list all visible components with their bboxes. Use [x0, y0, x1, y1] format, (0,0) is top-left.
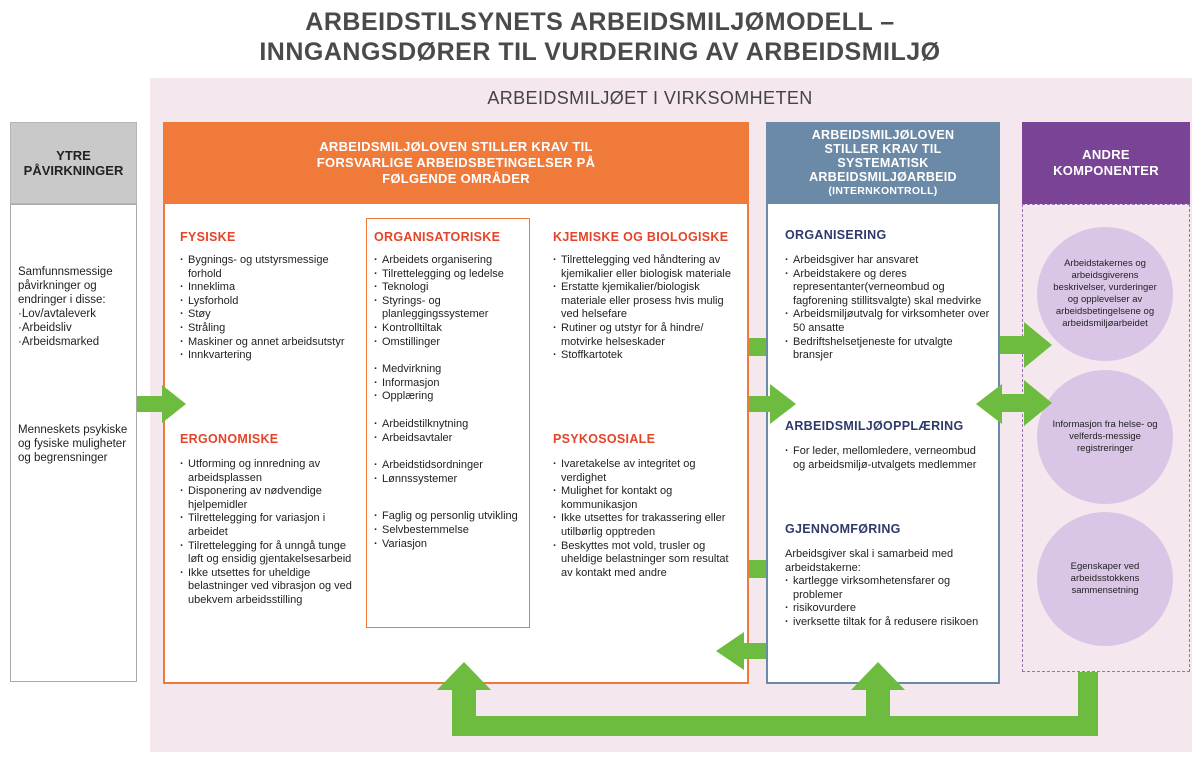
external-influences-title: YTRE PÅVIRKNINGER [23, 148, 124, 178]
workplace-environment-title: ARBEIDSMILJØET I VIRKSOMHETEN [487, 88, 813, 108]
list-item: · Ikke utsettes for uheldige belastninger ved vibrasjon og ved ubekvem arbeidsstilling [180, 567, 356, 608]
organizational-heading: ORGANISATORISKE [374, 230, 501, 244]
list-item: · Maskiner og annet arbeidsutstyr [180, 336, 356, 350]
feedback-loop-arrow [437, 662, 1098, 736]
workforce-composition-text: Egenskaper ved arbeidsstokkens sammensetning [1070, 561, 1140, 596]
list-item: · Arbeidstidsordninger [374, 459, 524, 473]
organizing-heading: ORGANISERING [785, 228, 887, 242]
list-item: · Bygnings- og utstyrsmessige forhold [180, 254, 356, 281]
list-item: · Arbeidsgiver har ansvaret [785, 254, 990, 268]
list-item: · Inneklima [180, 281, 356, 295]
list-item: · Stoffkartotek [553, 349, 739, 363]
list-item: · Styrings- og planleggingssystemer [374, 295, 524, 322]
list-item: · Rutiner og utstyr for å hindre/ motvirke helseskader [553, 322, 739, 349]
page-title-line-1: ARBEIDSTILSYNETS ARBEIDSMILJØMODELL – [305, 8, 895, 36]
list-item: · Lysforhold [180, 295, 356, 309]
list-item: · Teknologi [374, 281, 524, 295]
physical-heading: FYSISKE [180, 230, 236, 244]
perceptions-text: Arbeidstakernes og arbeidsgiverens beskrivelser, vurderinger og opplevelser av arbeidsbetingelsene og arbeidsmiljøarbeidet [1053, 258, 1157, 329]
arrow-right-icon [749, 384, 796, 424]
systematic-work-title: ARBEIDSMILJØLOVEN STILLER KRAV TIL SYSTEMATISK ARBEIDSMILJØARBEID [809, 128, 957, 184]
list-item: · kartlegge virksomhetensfarer og problemer [785, 575, 990, 602]
connector-stub [749, 560, 766, 578]
list-item: · Disponering av nødvendige hjelpemidler [180, 485, 356, 512]
connector-stub [749, 338, 766, 356]
societal-influence-item: ·Arbeidsliv [18, 322, 72, 334]
list-item: · Erstatte kjemikalier/biologisk materiale eller prosess hvis mulig ved helsefare [553, 281, 739, 322]
list-item: · risikovurdere [785, 602, 990, 616]
list-item: · Opplæring [374, 390, 524, 404]
working-conditions-title: ARBEIDSMILJØLOVEN STILLER KRAV TIL FORSVARLIGE ARBEIDSBETINGELSER PÅ FØLGENDE OMRÅDER [316, 139, 596, 186]
list-item: · Beskyttes mot vold, trusler og uheldige belastninger som resultat av kontakt med andre [553, 540, 739, 581]
list-item: · Informasjon [374, 377, 524, 391]
list-item: · Tilrettelegging for variasjon i arbeidet [180, 512, 356, 539]
health-registrations-text: Informasjon fra helse- og velferds-messige registreringer [1052, 419, 1158, 454]
training-heading: ARBEIDSMILJØOPPLÆRING [785, 419, 964, 433]
arrow-right-icon [137, 385, 186, 423]
list-item: · Arbeidets organisering [374, 254, 524, 268]
psychosocial-heading: PSYKOSOSIALE [553, 432, 656, 446]
list-item: · For leder, mellomledere, verneombud og arbeidsmiljø-utvalgets medlemmer [785, 445, 990, 472]
list-item: · Støy [180, 308, 356, 322]
other-components-title: ANDRE KOMPONENTER [1053, 147, 1159, 178]
list-item: · Selvbestemmelse [374, 524, 524, 538]
arrow-right-icon [1000, 380, 1052, 426]
list-item: · Tilrettelegging for å unngå tunge løft og ensidig gjentakelsesarbeid [180, 540, 356, 567]
list-item: · Variasjon [374, 538, 524, 552]
list-item: · Mulighet for kontakt og kommunikasjon [553, 485, 739, 512]
list-item: · Medvirkning [374, 363, 524, 377]
list-item: · Stråling [180, 322, 356, 336]
list-item: · Innkvartering [180, 349, 356, 363]
list-item: · Arbeidsavtaler [374, 432, 524, 446]
list-item: · Kontrolltiltak [374, 322, 524, 336]
list-item: · Utforming og innredning av arbeidsplassen [180, 458, 356, 485]
page-title-line-2: INNGANGSDØRER TIL VURDERING AV ARBEIDSMILJØ [259, 38, 941, 66]
list-item: · Omstillinger [374, 336, 524, 350]
ergonomic-heading: ERGONOMISKE [180, 432, 279, 446]
list-item: · iverksette tiltak for å redusere risikoen [785, 616, 990, 630]
societal-influence-item: ·Arbeidsmarked [18, 336, 100, 348]
list-item: · Bedriftshelsetjeneste for utvalgte bransjer [785, 336, 990, 363]
implementation-intro: Arbeidsgiver skal i samarbeid med arbeidstakerne: [785, 548, 954, 574]
list-item: · Arbeidstilknytning [374, 418, 524, 432]
systematic-work-subtitle: (INTERNKONTROLL) [828, 185, 938, 197]
societal-influence-item: ·Lov/avtaleverk [18, 308, 96, 320]
list-item: · Tilrettelegging og ledelse [374, 268, 524, 282]
arrow-left-icon [716, 632, 766, 670]
list-item: · Lønnssystemer [374, 473, 524, 487]
chemical-biological-heading: KJEMISKE OG BIOLOGISKE [553, 230, 729, 244]
list-item: · Faglig og personlig utvikling [374, 510, 524, 524]
human-capabilities-text: Menneskets psykiske og fysiske muligheter og begrensninger [18, 424, 128, 464]
list-item: · Arbeidstakere og deres representanter(verneombud og fagforening stillitsvalgte) skal medvirke [785, 268, 990, 309]
implementation-heading: GJENNOMFØRING [785, 522, 901, 536]
list-item: · Ivaretakelse av integritet og verdighet [553, 458, 739, 485]
list-item: · Arbeidsmiljøutvalg for virksomheter over 50 ansatte [785, 308, 990, 335]
arrow-right-icon [1000, 322, 1052, 368]
list-item: · Tilrettelegging ved håndtering av kjemikalier eller biologisk materiale [553, 254, 739, 281]
societal-influences-intro: Samfunnsmessige påvirkninger og endringer i disse: [18, 266, 113, 306]
list-item: · Ikke utsettes for trakassering eller utilbørlig opptreden [553, 512, 739, 539]
